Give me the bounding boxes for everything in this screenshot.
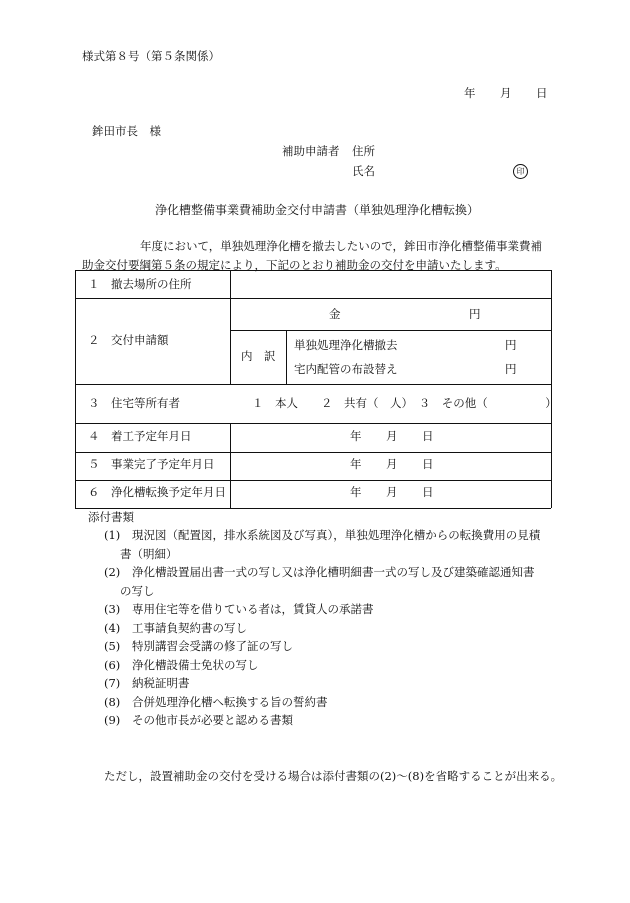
owner-options: １ 本人 ２ 共有（ 人） ３ その他（ ）	[252, 396, 557, 410]
breakdown-item-label: 単独処理浄化槽撤去	[294, 338, 398, 352]
attachment-number: (8)	[104, 695, 121, 709]
attachments-heading: 添付書類	[88, 510, 134, 524]
date-month-label: 月	[500, 86, 512, 100]
attachment-item: 納税証明書	[132, 676, 190, 690]
start-date-year: 年	[350, 429, 362, 443]
seal-mark: 印	[513, 164, 528, 179]
attachment-item: 工事請負契約書の写し	[132, 621, 247, 635]
attachment-number: (1)	[104, 528, 121, 542]
footnote: ただし，設置補助金の交付を受ける場合は添付書類の(2)〜(8)を省略することが出来る。	[104, 769, 563, 783]
completion-date-month: 月	[386, 457, 398, 471]
completion-date-year: 年	[350, 457, 362, 471]
row-start-date-label: ４ 着工予定年月日	[88, 429, 192, 443]
conversion-date-year: 年	[350, 485, 362, 499]
document-title: 浄化槽整備事業費補助金交付申請書（単独処理浄化槽転換）	[155, 203, 480, 217]
breakdown-item-unit: 円	[505, 338, 517, 352]
attachment-number: (4)	[104, 621, 121, 635]
address-label: 住所	[352, 144, 375, 158]
attachment-number: (5)	[104, 639, 121, 653]
breakdown-item-unit: 円	[505, 362, 517, 376]
attachment-item: 現況図（配置図，排水系統図及び写真），単独処理浄化槽からの転換費用の見積	[132, 528, 541, 542]
breakdown-label: 内 訳	[241, 349, 276, 363]
row-completion-date-label: ５ 事業完了予定年月日	[88, 457, 215, 471]
conversion-date-month: 月	[386, 485, 398, 499]
date-year-label: 年	[464, 86, 476, 100]
attachment-item: 浄化槽設備士免状の写し	[132, 658, 259, 672]
attachment-item-continued: 書（明細）	[120, 547, 178, 561]
start-date-month: 月	[386, 429, 398, 443]
attachment-item: その他市長が必要と認める書類	[132, 713, 293, 727]
amount-kin: 金	[329, 307, 341, 321]
attachment-item: 合併処理浄化槽へ転換する旨の誓約書	[132, 695, 328, 709]
attachment-number: (7)	[104, 676, 121, 690]
body-line-1: 年度において，単独処理浄化槽を撤去したいので，鉾田市浄化槽整備事業費補	[140, 239, 543, 253]
conversion-date-day: 日	[422, 485, 434, 499]
attachment-number: (9)	[104, 713, 121, 727]
row-removal-address-label: １ 撤去場所の住所	[88, 277, 192, 291]
row-application-amount-label: ２ 交付申請額	[88, 333, 169, 347]
attachment-item-continued: の写し	[120, 584, 155, 598]
row-owner-label: ３ 住宅等所有者	[88, 396, 180, 410]
name-label: 氏名	[352, 164, 375, 178]
applicant-role: 補助申請者	[282, 144, 340, 158]
attachment-item: 特別講習会受講の修了証の写し	[132, 639, 293, 653]
addressee: 鉾田市長 様	[92, 124, 161, 138]
date-day-label: 日	[536, 86, 548, 100]
attachment-number: (3)	[104, 602, 121, 616]
amount-yen: 円	[469, 307, 481, 321]
form-number: 様式第８号（第５条関係）	[82, 49, 220, 63]
breakdown-item-label: 宅内配管の布設替え	[294, 362, 398, 376]
completion-date-day: 日	[422, 457, 434, 471]
row-conversion-date-label: ６ 浄化槽転換予定年月日	[88, 485, 226, 499]
body-line-2: 助金交付要綱第５条の規定により，下記のとおり補助金の交付を申請いたします。	[82, 258, 507, 272]
attachment-number: (2)	[104, 565, 121, 579]
attachment-item: 専用住宅等を借りている者は，賃貸人の承諾書	[132, 602, 374, 616]
attachment-item: 浄化槽設置届出書一式の写し又は浄化槽明細書一式の写し及び建築確認通知書	[132, 565, 535, 579]
start-date-day: 日	[422, 429, 434, 443]
attachment-number: (6)	[104, 658, 121, 672]
